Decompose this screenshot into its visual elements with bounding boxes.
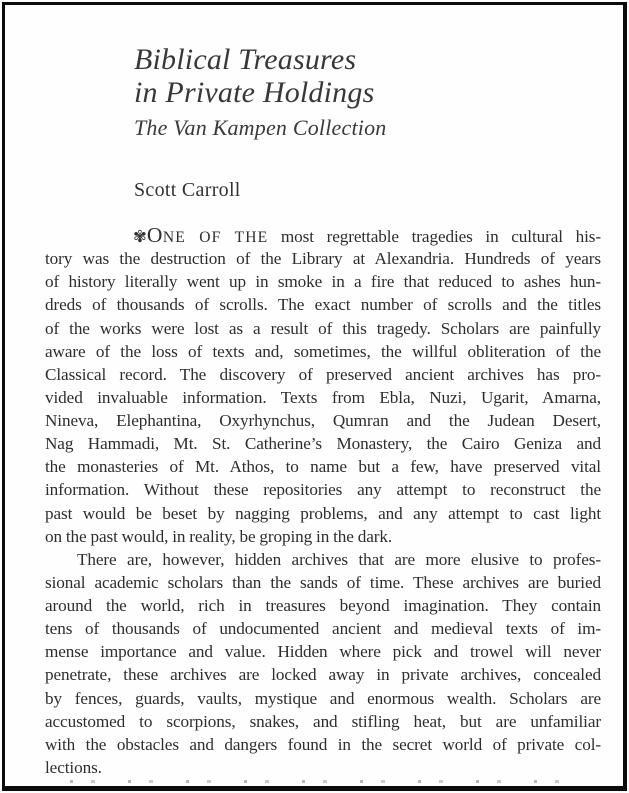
text-line: tens of thousands of undocumented ancient and medieval texts of im- xyxy=(45,619,601,639)
text-line: by fences, guards, vaults, mystique and enormous wealth. Scholars are xyxy=(45,688,601,708)
text-line: with the obstacles and dangers found in the secret world of private col- xyxy=(45,734,601,754)
text-line: dreds of thousands of scrolls. The exact number of scrolls and the titles xyxy=(45,295,601,315)
text-line: of the works were lost as a result of this tragedy. Scholars are painfully xyxy=(45,318,601,338)
florette-ornament-icon: ✾ xyxy=(133,227,147,246)
body-text xyxy=(45,224,601,779)
text-line: penetrate, these archives are locked away in private archives, concealed xyxy=(45,665,601,685)
cutoff-text-line-fragment xyxy=(70,780,568,783)
text-line: ✾ONE OF THE most regrettable tragedies in cultural his- xyxy=(45,224,601,247)
text-line: Nag Hammadi, Mt. St. Catherine’s Monastery, the Cairo Geniza and xyxy=(45,434,601,454)
text-line: the monasteries of Mt. Athos, to name but a few, have preserved vital xyxy=(45,457,601,477)
paragraph-lead-initial: O xyxy=(146,223,163,247)
text-line: information. Without these repositories any attempt to reconstruct the xyxy=(45,480,601,500)
author-name: Scott Carroll xyxy=(134,179,241,201)
document-subtitle: The Van Kampen Collection xyxy=(134,115,387,140)
title-line-2: in Private Holdings xyxy=(134,76,375,109)
first-line-indent xyxy=(45,241,133,242)
document-title xyxy=(134,43,374,109)
title-line-1: Biblical Treasures xyxy=(134,43,357,76)
text-line: sional academic scholars than the sands of time. These archives are buried xyxy=(45,572,601,592)
text-line: tory was the destruction of the Library at Alexandria. Hundreds of years xyxy=(45,249,601,269)
text-line: Nineva, Elephantina, Oxyrhynchus, Qumran and the Judean Desert, xyxy=(45,411,601,430)
text-line: on the past would, in reality, be groping in the dark. xyxy=(45,526,393,546)
text-line: aware of the loss of texts and, sometimes, the willful obliteration of the xyxy=(45,341,601,361)
text-line: around the world, rich in treasures beyond imagination. They contain xyxy=(45,596,601,615)
text-line: Classical record. The discovery of preserved ancient archives has pro- xyxy=(45,364,601,384)
text-line: vided invaluable information. Texts from Ebla, Nuzi, Ugarit, Amarna, xyxy=(45,387,601,407)
text-line: lections. xyxy=(45,757,102,777)
text-line: There are, however, hidden archives that are more elusive to profes- xyxy=(45,548,601,571)
paragraph-lead-small-caps: NE OF THE xyxy=(162,229,269,246)
text-line: of history literally went up in smoke in a fire that reduced to ashes hun- xyxy=(45,272,601,292)
first-line-indent xyxy=(45,564,77,565)
text-line: mense importance and value. Hidden where pick and trowel will never xyxy=(45,642,601,662)
text-line: past would be beset by nagging problems, and any attempt to cast light xyxy=(45,503,601,523)
text-line: accustomed to scorpions, snakes, and stifling heat, but are unfamiliar xyxy=(45,711,601,731)
